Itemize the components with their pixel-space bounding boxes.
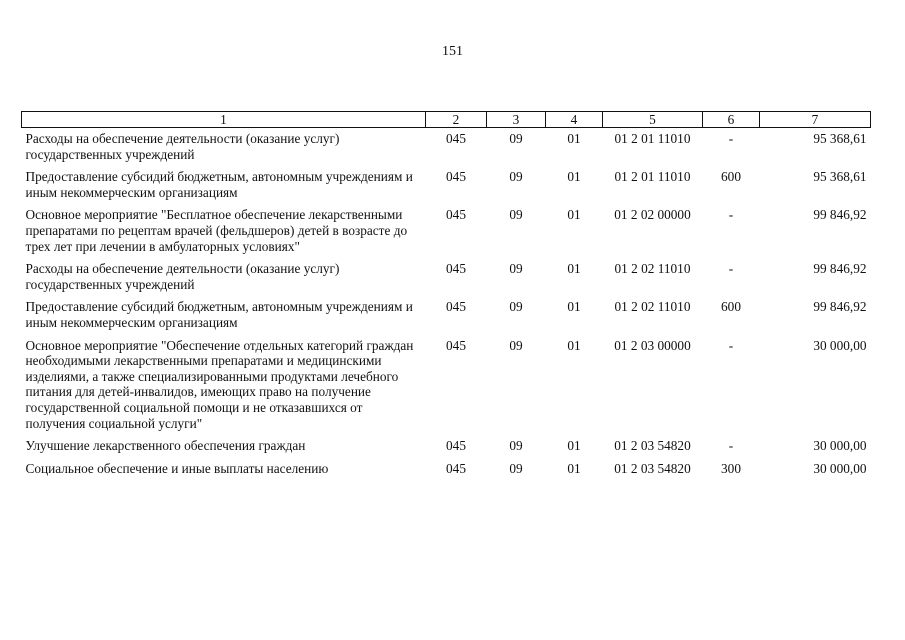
section-code-cell: 09 xyxy=(509,131,523,146)
row-name-cell: Основное мероприятие "Бесплатное обеспечение лекарственными препаратами по рецептам врачей (фельдшеров) детей в возрасте до трех лет при лечении в амбулаторных условиях" xyxy=(25,207,408,254)
expense-type-cell: 300 xyxy=(721,460,741,476)
target-article-cell: 01 2 02 00000 xyxy=(614,207,691,223)
header-col-3: 3 xyxy=(487,112,546,128)
row-name-cell: Расходы на обеспечение деятельности (оказание услуг) государственных учреждений xyxy=(25,131,340,162)
target-article-cell: 01 2 02 11010 xyxy=(614,261,691,277)
row-name-cell: Улучшение лекарственного обеспечения граждан xyxy=(25,438,306,454)
amount-cell: 95 368,61 xyxy=(813,131,867,146)
table-row xyxy=(22,299,871,337)
subsection-code-cell: 01 xyxy=(567,207,581,223)
header-col-1: 1 xyxy=(22,112,426,128)
amount-cell: 30 000,00 xyxy=(813,438,867,454)
subsection-code-cell: 01 xyxy=(567,460,581,476)
expense-type-cell: 600 xyxy=(721,299,741,315)
page-number: 151 xyxy=(442,44,463,59)
target-article-cell: 01 2 01 11010 xyxy=(614,131,691,146)
amount-cell: 99 846,92 xyxy=(813,261,867,277)
subsection-code-cell: 01 xyxy=(567,169,581,185)
ministry-code-cell: 045 xyxy=(446,261,466,277)
target-article-cell: 01 2 03 00000 xyxy=(614,337,691,353)
table-row xyxy=(22,461,871,484)
ministry-code-cell: 045 xyxy=(446,337,466,353)
expense-type-cell: - xyxy=(728,438,734,454)
header-col-7: 7 xyxy=(760,112,871,128)
expense-type-cell: 600 xyxy=(721,169,741,185)
target-article-cell: 01 2 03 54820 xyxy=(614,438,691,454)
ministry-code-cell: 045 xyxy=(446,438,466,454)
section-code-cell: 09 xyxy=(509,460,523,476)
table-row xyxy=(22,261,871,299)
amount-cell: 30 000,00 xyxy=(813,460,867,476)
subsection-code-cell: 01 xyxy=(567,261,581,277)
section-code-cell: 09 xyxy=(509,169,523,185)
expense-type-cell: - xyxy=(728,207,734,223)
table-row xyxy=(22,438,871,461)
expense-type-cell: - xyxy=(728,261,734,277)
section-code-cell: 09 xyxy=(509,207,523,223)
ministry-code-cell: 045 xyxy=(446,460,466,476)
amount-cell: 95 368,61 xyxy=(813,169,867,185)
subsection-code-cell: 01 xyxy=(567,337,581,353)
header-col-2: 2 xyxy=(426,112,487,128)
target-article-cell: 01 2 01 11010 xyxy=(614,169,691,185)
table-row xyxy=(22,338,871,439)
ministry-code-cell: 045 xyxy=(446,131,466,146)
target-article-cell: 01 2 03 54820 xyxy=(614,460,691,476)
amount-cell: 99 846,92 xyxy=(813,207,867,223)
row-name-cell: Социальное обеспечение и иные выплаты населению xyxy=(25,460,329,476)
expense-type-cell: - xyxy=(728,337,734,353)
row-name-cell: Предоставление субсидий бюджетным, автономным учреждениям и иным некоммерческим организациям xyxy=(25,169,413,200)
ministry-code-cell: 045 xyxy=(446,299,466,315)
section-code-cell: 09 xyxy=(509,438,523,454)
table-row xyxy=(22,207,871,261)
row-name-cell: Основное мероприятие "Обеспечение отдельных категорий граждан необходимыми лекарственными препаратами и медицинскими изделиями, а также специализированными продуктами лечебного питания для детей-инвалидов, имеющих право на получение государственной социальной помощи и не отказавшихся от получения социальной услуги" xyxy=(25,337,414,431)
table-header-row xyxy=(22,112,871,128)
ministry-code-cell: 045 xyxy=(446,169,466,185)
subsection-code-cell: 01 xyxy=(567,131,581,146)
row-name-cell: Расходы на обеспечение деятельности (оказание услуг) государственных учреждений xyxy=(25,261,340,292)
subsection-code-cell: 01 xyxy=(567,299,581,315)
row-name-cell: Предоставление субсидий бюджетным, автономным учреждениям и иным некоммерческим организациям xyxy=(25,299,413,330)
table-row xyxy=(22,169,871,207)
subsection-code-cell: 01 xyxy=(567,438,581,454)
expense-type-cell: - xyxy=(728,131,734,146)
header-col-4: 4 xyxy=(546,112,603,128)
amount-cell: 99 846,92 xyxy=(813,299,867,315)
section-code-cell: 09 xyxy=(509,261,523,277)
amount-cell: 30 000,00 xyxy=(813,337,867,353)
ministry-code-cell: 045 xyxy=(446,207,466,223)
section-code-cell: 09 xyxy=(509,337,523,353)
header-col-6: 6 xyxy=(703,112,760,128)
table-row xyxy=(22,128,871,170)
header-col-5: 5 xyxy=(603,112,703,128)
target-article-cell: 01 2 02 11010 xyxy=(614,299,691,315)
section-code-cell: 09 xyxy=(509,299,523,315)
budget-table xyxy=(21,111,871,483)
